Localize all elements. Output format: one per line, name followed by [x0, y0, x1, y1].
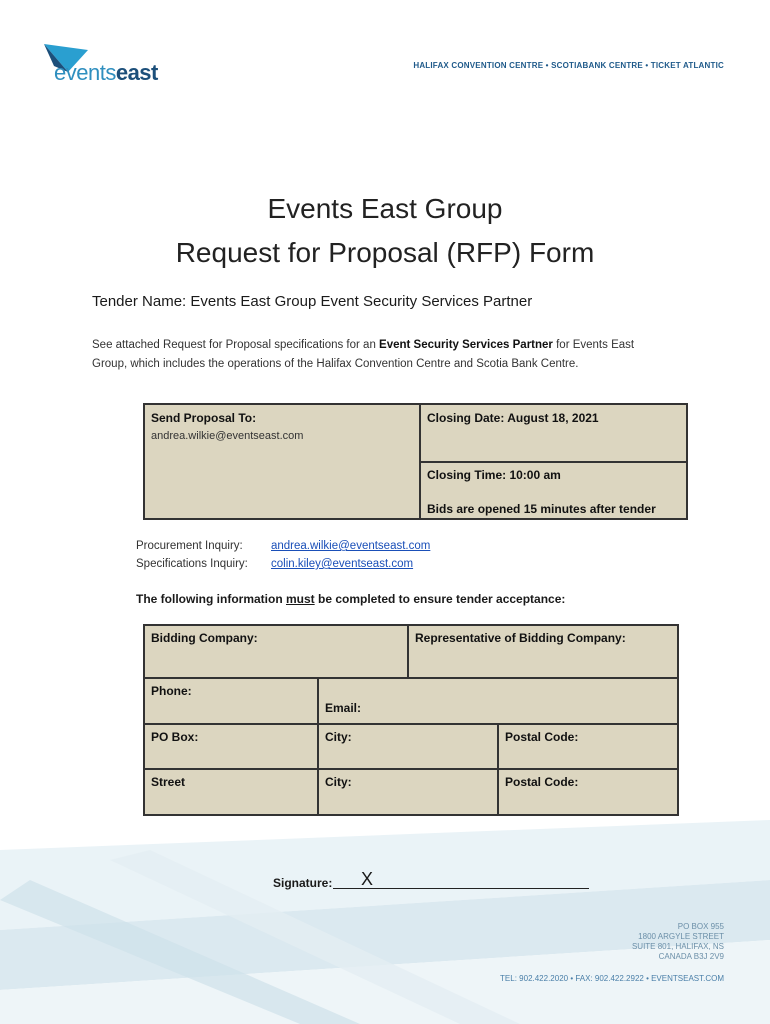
contact-line: TEL: 902.422.2020 • FAX: 902.422.2922 • EVENTSEAST.COM — [500, 974, 724, 983]
closing-time: Closing Time: 10:00 am — [427, 468, 561, 482]
send-proposal-label: Send Proposal To: — [151, 411, 257, 425]
postal-code-cell-2[interactable]: Postal Code: — [497, 768, 679, 816]
po-box-cell[interactable]: PO Box: — [143, 723, 319, 770]
intro-paragraph: See attached Request for Proposal specifications for an Event Security Services Partner for Events East Group, which includes the operations of the Halifax Convention Centre and Scotia Bank Centre. — [92, 339, 635, 370]
events-east-logo — [44, 44, 174, 90]
signature-line[interactable] — [333, 888, 589, 889]
procurement-email-link[interactable]: andrea.wilkie@eventseast.com — [271, 540, 431, 552]
signature-mark: X — [361, 869, 374, 889]
venues-list: HALIFAX CONVENTION CENTRE • SCOTIABANK CENTRE • TICKET ATLANTIC — [413, 61, 724, 70]
closing-time-cell — [419, 461, 688, 520]
document-title-line1: Events East Group — [267, 193, 503, 224]
procurement-inquiry: Procurement Inquiry: andrea.wilkie@eventseast.com — [136, 540, 431, 552]
bids-note: Bids are opened 15 minutes after tender — [427, 502, 656, 516]
closing-date-cell — [419, 403, 688, 463]
tender-value: Events East Group Event Security Services Partner — [190, 293, 533, 310]
send-proposal-email: andrea.wilkie@eventseast.com — [151, 430, 304, 442]
street-cell[interactable]: Street — [143, 768, 319, 816]
postal-code-cell-1[interactable]: Postal Code: — [497, 723, 679, 770]
tender-label: Tender Name: — [92, 293, 187, 310]
specifications-inquiry: Specifications Inquiry: colin.kiley@eventseast.com — [136, 558, 414, 570]
closing-date: Closing Date: August 18, 2021 — [427, 411, 599, 425]
logo-wordmark: eventseast — [54, 60, 158, 85]
send-proposal-cell — [143, 403, 421, 520]
service-name: Event Security Services Partner — [379, 339, 553, 351]
signature-label: Signature: — [273, 876, 333, 890]
phone-cell[interactable]: Phone: — [143, 677, 319, 725]
representative-cell[interactable]: Representative of Bidding Company: — [407, 624, 679, 679]
tender-name — [92, 293, 532, 310]
completion-instruction: The following information must be completed to ensure tender acceptance: — [136, 592, 566, 606]
city-cell-2[interactable]: City: — [317, 768, 499, 816]
document-title-line2: Request for Proposal (RFP) Form — [175, 237, 595, 268]
email-cell[interactable]: Email: — [317, 677, 679, 725]
mailing-address: PO BOX 955 1800 ARGYLE STREET SUITE 801, HALIFAX, NS CANADA B3J 2V9 — [631, 922, 724, 961]
bidding-company-cell[interactable]: Bidding Company: — [143, 624, 409, 679]
specifications-email-link[interactable]: colin.kiley@eventseast.com — [271, 558, 414, 570]
city-cell-1[interactable]: City: — [317, 723, 499, 770]
